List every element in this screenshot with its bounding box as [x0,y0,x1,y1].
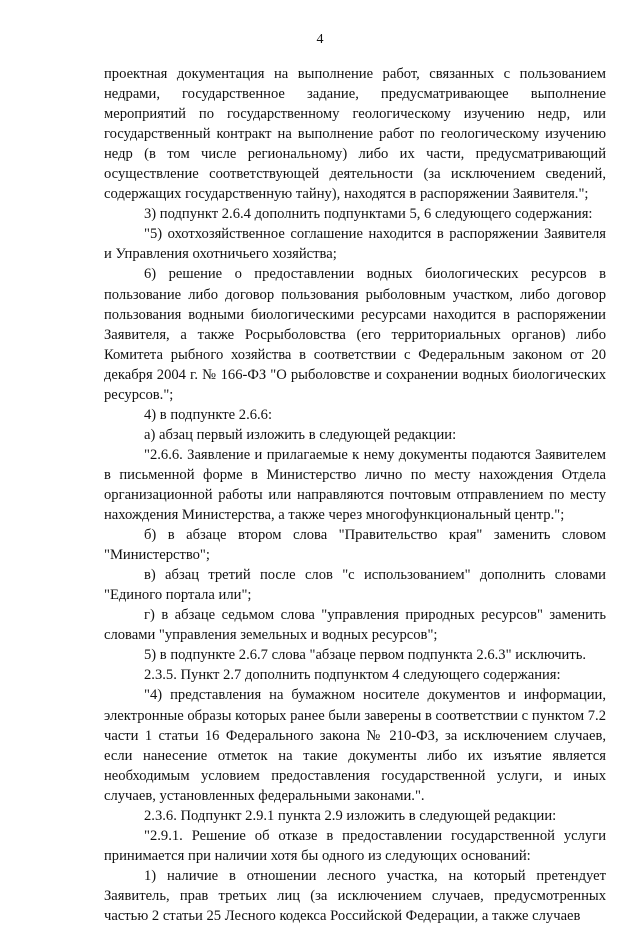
paragraph: "2.9.1. Решение об отказе в предоставлении государственной услуги принимается при наличии хотя бы одного из следующих оснований: [104,827,606,864]
paragraph: б) в абзаце втором слова "Правительство края" заменить словом "Министерство"; [104,527,606,564]
paragraph: 3) подпункт 2.6.4 дополнить подпунктами 5, 6 следующего содержания: [144,206,593,223]
paragraph: "4) представления на бумажном носителе документов и информации, электронные образы которых ранее были заверены в соответствии с пунктом 7.2 части 1 статьи 16 Федерального закона № 210-ФЗ, за исключением случаев, если нанесение отметок на такие документы либо их изъятие является необходимым условием предоставления государственной услуги, и иных случаев, установленных федеральными законами.". [104,687,606,804]
paragraph: г) в абзаце седьмом слова "управления природных ресурсов" заменить словами "управления земельных и водных ресурсов"; [104,607,606,644]
paragraph: 2.3.6. Подпункт 2.9.1 пункта 2.9 изложить в следующей редакции: [144,807,557,824]
paragraph: 5) в подпункте 2.6.7 слова "абзаце первом подпункта 2.6.3" исключить. [144,647,587,664]
paragraph: 6) решение о предоставлении водных биологических ресурсов в пользование либо договор пользования рыболовным участком, либо договор пользования водными биологическими ресурсами находится в распоряжении Заявителя, а также Росрыболовства (его территориальных органов) либо Комитета рыбного хозяйства в соответствии с Федеральным законом от 20 декабря 2004 г. № 166-ФЗ "О рыболовстве и сохранении водных биологических ресурсов."; [104,266,606,403]
paragraph: 1) наличие в отношении лесного участка, на который претендует Заявитель, прав третьих лиц (за исключением случаев, предусмотренных частью 2 статьи 25 Лесного кодекса Российской Федерации, а также случаев [104,867,606,924]
paragraph: "2.6.6. Заявление и прилагаемые к нему документы подаются Заявителем в письменной форме в Министерство лично по месту нахождения Отдела организационной работы или направляются почтовым отправлением по месту нахождения Министерства, а также через многофункциональный центр."; [104,446,606,524]
paragraph: 4) в подпункте 2.6.6: [144,406,273,423]
document-body [104,64,606,926]
paragraph: а) абзац первый изложить в следующей редакции: [144,426,457,443]
paragraph: 2.3.5. Пункт 2.7 дополнить подпунктом 4 следующего содержания: [144,667,561,684]
page-number: 4 [316,32,324,47]
paragraph: в) абзац третий после слов "с использованием" дополнить словами "Единого портала или"; [104,567,606,604]
paragraph: проектная документация на выполнение работ, связанных с пользованием недрами, государственное задание, предусматривающее выполнение мероприятий по государственному геологическому изучению недр, или государственный контракт на выполнение работ по геологическому изучению недр (в том числе региональному) либо их части, предусматривающий осуществление соответствующей деятельности (за исключением сведений, содержащих государственную тайну), находятся в распоряжении Заявителя."; [104,66,606,203]
paragraph: "5) охотхозяйственное соглашение находится в распоряжении Заявителя и Управления охотничьего хозяйства; [104,226,606,263]
